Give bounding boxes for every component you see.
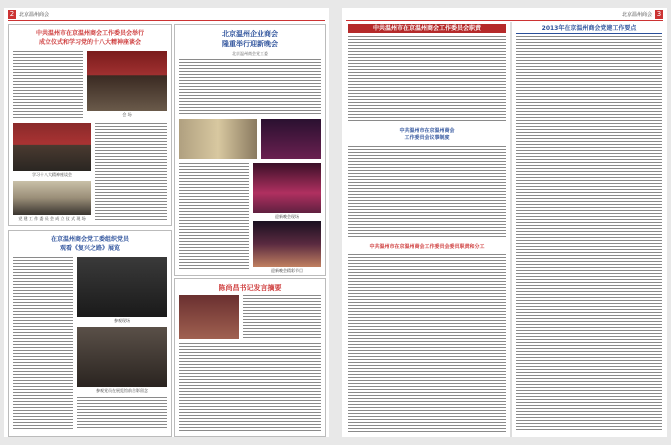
article-title-line1: 北京温州企业商会 xyxy=(222,29,278,38)
gala-photo xyxy=(179,119,257,159)
visit-photo xyxy=(77,257,167,317)
article-title-line2: 观看《复兴之路》展览 xyxy=(59,245,120,252)
article-title-line1: 在京温州商会党工委组织党员 xyxy=(50,236,129,243)
article-body-text xyxy=(348,36,506,122)
article-body-text xyxy=(13,51,83,119)
article-body-text xyxy=(13,257,73,429)
gala-show-photo xyxy=(253,221,321,267)
meeting-hall-photo xyxy=(87,51,167,111)
article-title: 2013年在京温州商会党建工作要点 xyxy=(516,24,662,34)
article-title-line1: 中共温州市在京温州商会工作委员会举行 xyxy=(35,30,144,37)
ceremony-site-photo xyxy=(13,181,91,215)
article-byline: 北京温州商会党工委 xyxy=(232,51,268,56)
page-header xyxy=(346,10,663,21)
article-body-text xyxy=(179,59,321,115)
article-body-text xyxy=(348,254,506,432)
article-title: 中共温州市在京温州商会工作委员会委员职责和分工 xyxy=(369,244,485,250)
gala-performance-photo xyxy=(253,163,321,213)
page-header xyxy=(8,10,325,21)
speaker-photo xyxy=(179,295,239,339)
photo-caption: 迎新晚会精彩节目 xyxy=(271,268,303,273)
photo-caption: 会 场 xyxy=(122,112,132,117)
article-exhibition-visit xyxy=(8,230,172,437)
group-photo xyxy=(77,327,167,387)
article-title-line1: 中共温州市在京温州商会 xyxy=(399,128,455,134)
photo-caption: 学习十八大精神座谈会 xyxy=(32,172,72,177)
speech-text xyxy=(179,343,321,431)
header-title: 北京温州商会 xyxy=(19,12,50,18)
photo-caption: 迎新晚会现场 xyxy=(275,214,299,219)
photo-caption: 参观党员在展览馆前合影留念 xyxy=(96,388,148,393)
column-divider xyxy=(510,22,512,437)
article-body-text xyxy=(179,163,249,271)
article-title-line2: 隆重举行迎新晚会 xyxy=(222,39,278,48)
photo-caption: 党 建 工 作 委 员 会 成 立 仪 式 现 场 xyxy=(18,216,86,221)
left-page xyxy=(4,8,329,437)
gala-stage-photo xyxy=(261,119,321,159)
article-body-text xyxy=(516,36,662,432)
photo-caption: 参观现场 xyxy=(114,318,130,323)
article-body-text xyxy=(95,123,167,221)
page-number: 3 xyxy=(656,10,662,18)
article-body-text xyxy=(77,397,167,429)
header-title: 北京温州商会 xyxy=(621,12,652,18)
article-party-committee xyxy=(8,24,172,226)
article-new-year-gala xyxy=(174,24,326,276)
article-title-line2: 工作委员会议事制度 xyxy=(404,135,450,141)
article-title: 中共温州市在京温州商会工作委员会职责 xyxy=(348,24,506,33)
page-number: 2 xyxy=(9,10,15,18)
speech-summary-title: 陈尚昌书记发言摘要 xyxy=(218,283,282,292)
ceremony-photo xyxy=(13,123,91,171)
right-page xyxy=(342,8,667,437)
article-body-text xyxy=(348,146,506,238)
speech-text xyxy=(243,295,321,339)
article-title-line2: 成立仪式和学习党的十八大精神座谈会 xyxy=(38,39,141,46)
speech-summary xyxy=(174,278,326,437)
